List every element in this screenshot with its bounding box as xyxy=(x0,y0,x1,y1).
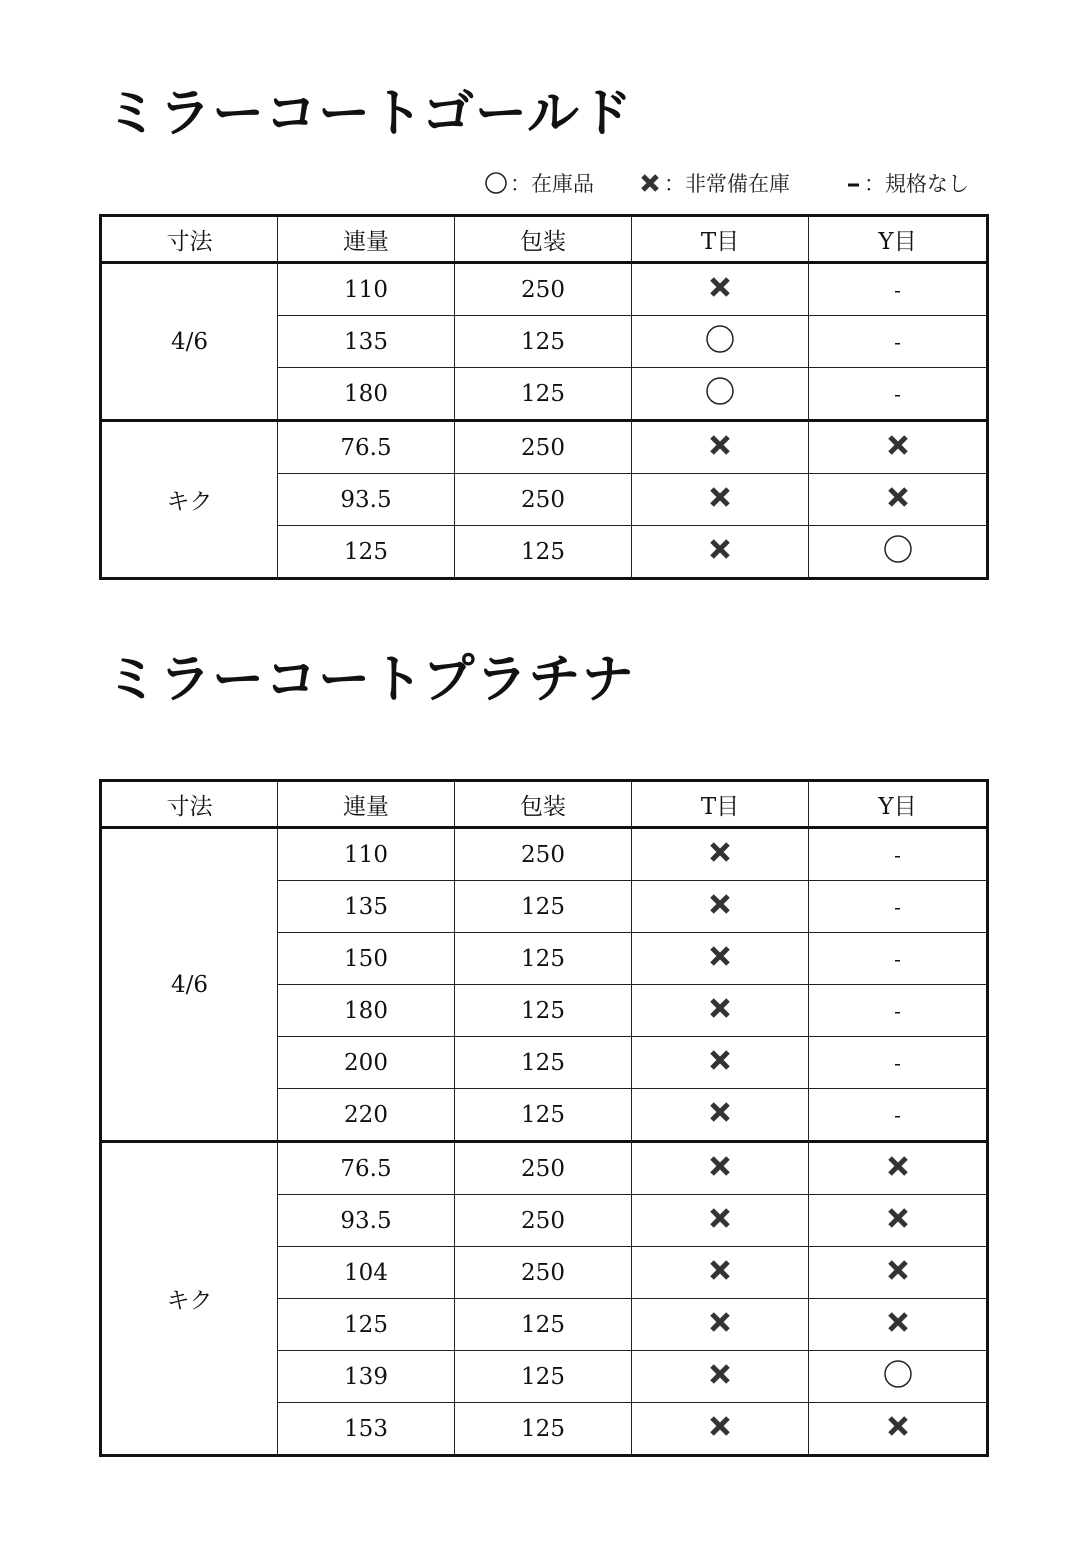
t-grain-cell xyxy=(632,1037,809,1089)
column-header: Y目 xyxy=(809,781,988,828)
weight-cell: 200 xyxy=(278,1037,455,1089)
y-grain-cell xyxy=(809,474,988,526)
column-header: 包装 xyxy=(455,781,632,828)
dash-mark: - xyxy=(894,894,901,919)
y-grain-cell xyxy=(809,1089,988,1142)
y-grain-cell xyxy=(809,1247,988,1299)
y-grain-cell xyxy=(809,933,988,985)
pack-cell: 125 xyxy=(455,1403,632,1456)
weight-cell: 150 xyxy=(278,933,455,985)
legend-in-stock xyxy=(484,168,594,198)
cross-icon xyxy=(708,944,732,968)
size-cell: キク xyxy=(101,421,278,579)
t-grain-cell xyxy=(632,263,809,316)
pack-cell: 250 xyxy=(455,1142,632,1195)
column-header: Y目 xyxy=(809,216,988,263)
cross-icon xyxy=(708,1362,732,1386)
pack-cell: 125 xyxy=(455,316,632,368)
dash-mark: - xyxy=(894,998,901,1023)
pack-cell: 250 xyxy=(455,1247,632,1299)
legend-in-stock-label: ：在庫品 xyxy=(510,172,594,196)
legend-no-spec xyxy=(846,168,969,198)
circle-icon xyxy=(883,1359,913,1389)
weight-cell: 104 xyxy=(278,1247,455,1299)
cross-icon xyxy=(708,840,732,864)
y-grain-cell xyxy=(809,1142,988,1195)
weight-cell: 220 xyxy=(278,1089,455,1142)
t-grain-cell xyxy=(632,474,809,526)
y-grain-cell xyxy=(809,881,988,933)
weight-cell: 135 xyxy=(278,316,455,368)
t-grain-cell xyxy=(632,985,809,1037)
size-cell: キク xyxy=(101,1142,278,1456)
size-cell: 4/6 xyxy=(101,263,278,421)
weight-cell: 93.5 xyxy=(278,474,455,526)
cross-icon xyxy=(886,433,910,457)
cross-icon xyxy=(708,1258,732,1282)
pack-cell: 125 xyxy=(455,526,632,579)
header-row xyxy=(101,216,988,263)
t-grain-cell xyxy=(632,881,809,933)
cross-icon xyxy=(708,537,732,561)
t-grain-cell xyxy=(632,1351,809,1403)
pack-cell: 125 xyxy=(455,985,632,1037)
cross-icon xyxy=(708,485,732,509)
circle-icon xyxy=(484,171,508,195)
spec-table-platinum xyxy=(99,779,989,1457)
t-grain-cell xyxy=(632,1247,809,1299)
cross-icon xyxy=(886,485,910,509)
dash-mark: - xyxy=(894,329,901,354)
circle-icon xyxy=(705,324,735,354)
y-grain-cell xyxy=(809,1351,988,1403)
y-grain-cell xyxy=(809,985,988,1037)
y-grain-cell xyxy=(809,828,988,881)
t-grain-cell xyxy=(632,368,809,421)
table-row xyxy=(101,263,988,316)
column-header: T目 xyxy=(632,216,809,263)
pack-cell: 125 xyxy=(455,881,632,933)
pack-cell: 125 xyxy=(455,933,632,985)
pack-cell: 250 xyxy=(455,1195,632,1247)
y-grain-cell xyxy=(809,421,988,474)
size-cell: 4/6 xyxy=(101,828,278,1142)
column-header: 包装 xyxy=(455,216,632,263)
table-row xyxy=(101,421,988,474)
pack-cell: 250 xyxy=(455,263,632,316)
weight-cell: 125 xyxy=(278,1299,455,1351)
y-grain-cell xyxy=(809,316,988,368)
legend xyxy=(0,168,1080,198)
cross-icon xyxy=(708,433,732,457)
spec-table-gold xyxy=(99,214,989,580)
cross-icon xyxy=(708,275,732,299)
pack-cell: 250 xyxy=(455,828,632,881)
cross-icon xyxy=(708,1206,732,1230)
cross-icon xyxy=(886,1414,910,1438)
y-grain-cell xyxy=(809,1299,988,1351)
y-grain-cell xyxy=(809,368,988,421)
pack-cell: 125 xyxy=(455,1351,632,1403)
header-row xyxy=(101,781,988,828)
cross-icon xyxy=(886,1206,910,1230)
pack-cell: 250 xyxy=(455,421,632,474)
dash-mark: - xyxy=(894,381,901,406)
cross-icon xyxy=(886,1258,910,1282)
column-header: 連量 xyxy=(278,216,455,263)
cross-icon xyxy=(708,1048,732,1072)
y-grain-cell xyxy=(809,1037,988,1089)
y-grain-cell xyxy=(809,526,988,579)
t-grain-cell xyxy=(632,316,809,368)
weight-cell: 135 xyxy=(278,881,455,933)
dash-mark: - xyxy=(894,1102,901,1127)
y-grain-cell xyxy=(809,263,988,316)
table-row xyxy=(101,1142,988,1195)
legend-non-stock xyxy=(638,168,790,198)
column-header: 寸法 xyxy=(101,781,278,828)
dash-mark: - xyxy=(894,842,901,867)
column-header: 寸法 xyxy=(101,216,278,263)
circle-icon xyxy=(705,376,735,406)
y-grain-cell xyxy=(809,1403,988,1456)
pack-cell: 125 xyxy=(455,1089,632,1142)
t-grain-cell xyxy=(632,1403,809,1456)
dash-mark: - xyxy=(894,1050,901,1075)
dash-mark: - xyxy=(894,946,901,971)
pack-cell: 250 xyxy=(455,474,632,526)
cross-icon xyxy=(708,996,732,1020)
t-grain-cell xyxy=(632,1195,809,1247)
t-grain-cell xyxy=(632,1299,809,1351)
cross-icon xyxy=(708,1154,732,1178)
dash-icon xyxy=(846,171,862,195)
cross-icon xyxy=(886,1154,910,1178)
table-row xyxy=(101,828,988,881)
t-grain-cell xyxy=(632,1089,809,1142)
pack-cell: 125 xyxy=(455,1037,632,1089)
t-grain-cell xyxy=(632,1142,809,1195)
cross-icon xyxy=(638,171,662,195)
weight-cell: 180 xyxy=(278,368,455,421)
weight-cell: 110 xyxy=(278,263,455,316)
t-grain-cell xyxy=(632,828,809,881)
y-grain-cell xyxy=(809,1195,988,1247)
legend-no-spec-label: ：規格なし xyxy=(864,172,969,196)
pack-cell: 125 xyxy=(455,1299,632,1351)
legend-non-stock-label: ：非常備在庫 xyxy=(664,172,790,196)
t-grain-cell xyxy=(632,933,809,985)
cross-icon xyxy=(708,1310,732,1334)
column-header: T目 xyxy=(632,781,809,828)
pack-cell: 125 xyxy=(455,368,632,421)
cross-icon xyxy=(708,892,732,916)
weight-cell: 139 xyxy=(278,1351,455,1403)
weight-cell: 76.5 xyxy=(278,421,455,474)
t-grain-cell xyxy=(632,526,809,579)
weight-cell: 125 xyxy=(278,526,455,579)
weight-cell: 76.5 xyxy=(278,1142,455,1195)
section-title-gold: ミラーコートゴールド xyxy=(106,84,633,144)
circle-icon xyxy=(883,534,913,564)
t-grain-cell xyxy=(632,421,809,474)
weight-cell: 153 xyxy=(278,1403,455,1456)
column-header: 連量 xyxy=(278,781,455,828)
section-title-platinum: ミラーコートプラチナ xyxy=(106,650,635,710)
weight-cell: 110 xyxy=(278,828,455,881)
weight-cell: 180 xyxy=(278,985,455,1037)
cross-icon xyxy=(708,1100,732,1124)
weight-cell: 93.5 xyxy=(278,1195,455,1247)
dash-mark: - xyxy=(894,277,901,302)
cross-icon xyxy=(708,1414,732,1438)
cross-icon xyxy=(886,1310,910,1334)
